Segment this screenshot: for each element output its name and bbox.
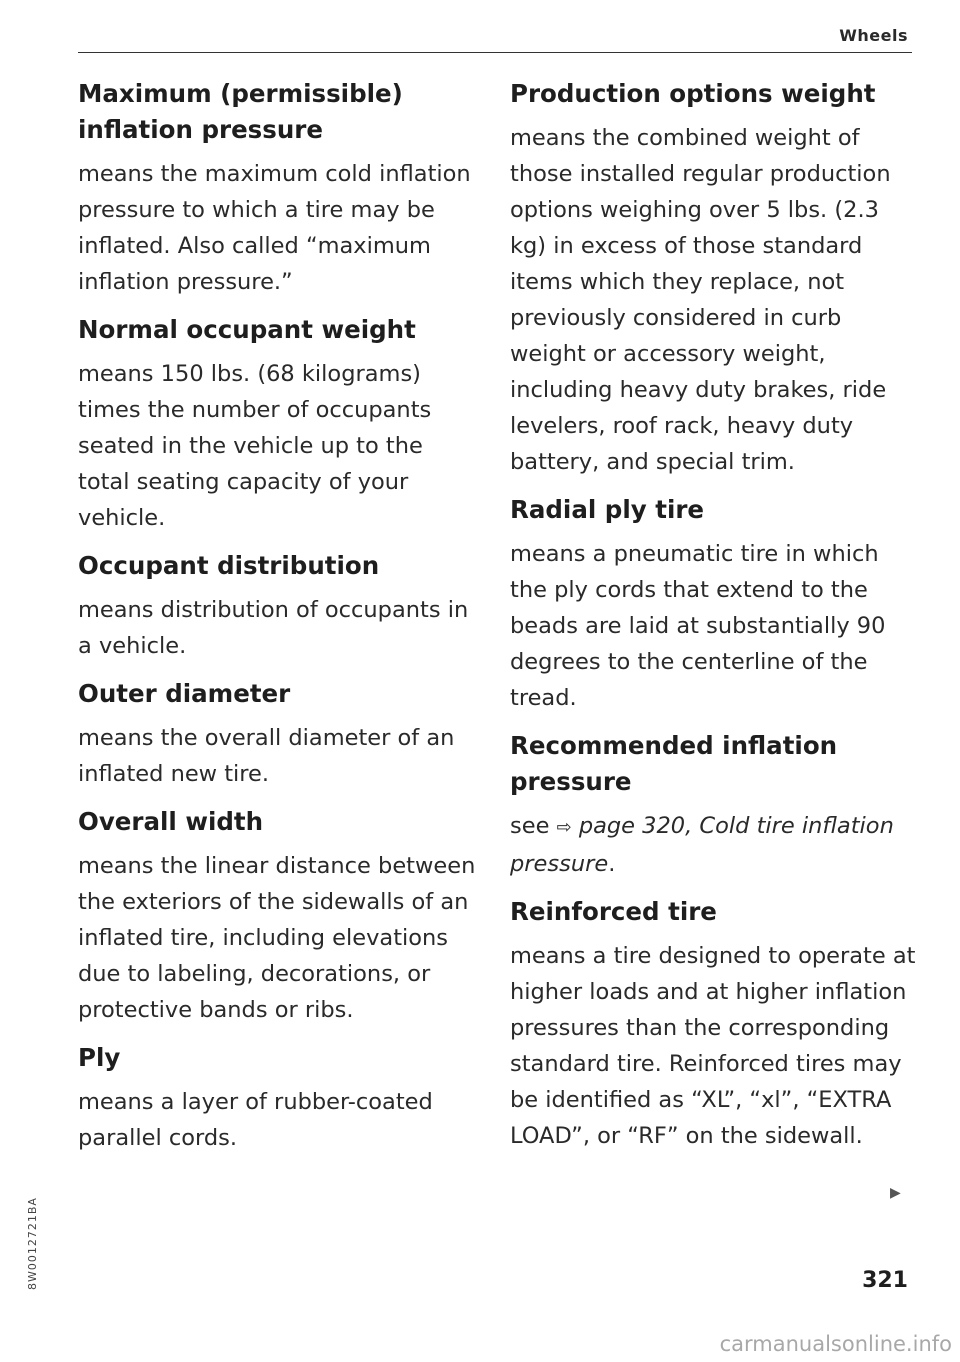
term-heading: Recommended inflation pressure bbox=[510, 731, 838, 796]
term-definition: means a pneumatic tire in which the ply cords that extend to the beads are laid at substantially 90 degrees to the centerline of the tread. bbox=[510, 541, 886, 711]
glossary-entry bbox=[78, 804, 478, 1028]
term-definition: means distribution of occupants in a vehicle. bbox=[78, 597, 469, 659]
term-heading: Occupant distribution bbox=[78, 551, 380, 580]
glossary-entry bbox=[78, 676, 478, 792]
right-column bbox=[510, 76, 916, 1166]
glossary-entry bbox=[510, 894, 916, 1154]
term-definition: means a layer of rubber-coated parallel cords. bbox=[78, 1089, 433, 1151]
glossary-entry bbox=[510, 76, 916, 480]
arrow-right-icon: ⇨ bbox=[556, 817, 572, 838]
glossary-entry bbox=[78, 548, 478, 664]
continue-arrow-icon: ▶ bbox=[890, 1185, 901, 1201]
term-heading: Reinforced tire bbox=[510, 897, 717, 926]
term-heading: Maximum (permissible) inflation pressure bbox=[78, 79, 403, 144]
term-definition: means 150 lbs. (68 kilograms) times the number of occupants seated in the vehicle up to the total seating capacity of your vehicle. bbox=[78, 361, 432, 531]
glossary-entry bbox=[510, 728, 916, 882]
term-definition: means the combined weight of those installed regular production options weighing over 5 lbs. (2.3 kg) in excess of those standard items which they replace, not previously considered in curb weight or accessory weight, including heavy duty brakes, ride levelers, roof rack, heavy duty battery, and special trim. bbox=[510, 125, 891, 475]
section-title: Wheels bbox=[839, 26, 908, 45]
term-definition: means the overall diameter of an inflated new tire. bbox=[78, 725, 455, 787]
reference-suffix: . bbox=[608, 851, 616, 877]
term-definition bbox=[510, 808, 916, 882]
glossary-entry bbox=[78, 312, 478, 536]
glossary-entry bbox=[78, 76, 478, 300]
term-definition: means a tire designed to operate at higher loads and at higher inflation pressures than the corresponding standard tire. Reinforced tires may be identified as “XL”, “xl”, “EXTRA LOAD”, or “RF” on the sidewall. bbox=[510, 943, 916, 1149]
page-number: 321 bbox=[862, 1268, 908, 1293]
header-divider bbox=[78, 52, 912, 53]
term-definition: means the maximum cold inflation pressure to which a tire may be inflated. Also called “maximum inflation pressure.” bbox=[78, 161, 471, 295]
glossary-entry bbox=[78, 1040, 478, 1156]
term-heading: Overall width bbox=[78, 807, 264, 836]
left-column bbox=[78, 76, 478, 1168]
term-heading: Normal occupant weight bbox=[78, 315, 416, 344]
term-heading: Production options weight bbox=[510, 79, 876, 108]
page-reference-link[interactable]: page 320, Cold tire inflation pressure bbox=[510, 813, 894, 877]
watermark: carmanualsonline.info bbox=[719, 1332, 952, 1356]
document-code: 8W0012721BA bbox=[26, 1197, 39, 1290]
term-heading: Radial ply tire bbox=[510, 495, 705, 524]
glossary-entry bbox=[510, 492, 916, 716]
term-heading: Outer diameter bbox=[78, 679, 291, 708]
term-definition: means the linear distance between the exteriors of the sidewalls of an inflated tire, including elevations due to labeling, decorations, or protective bands or ribs. bbox=[78, 853, 476, 1023]
see-prefix: see bbox=[510, 813, 557, 839]
term-heading: Ply bbox=[78, 1043, 121, 1072]
